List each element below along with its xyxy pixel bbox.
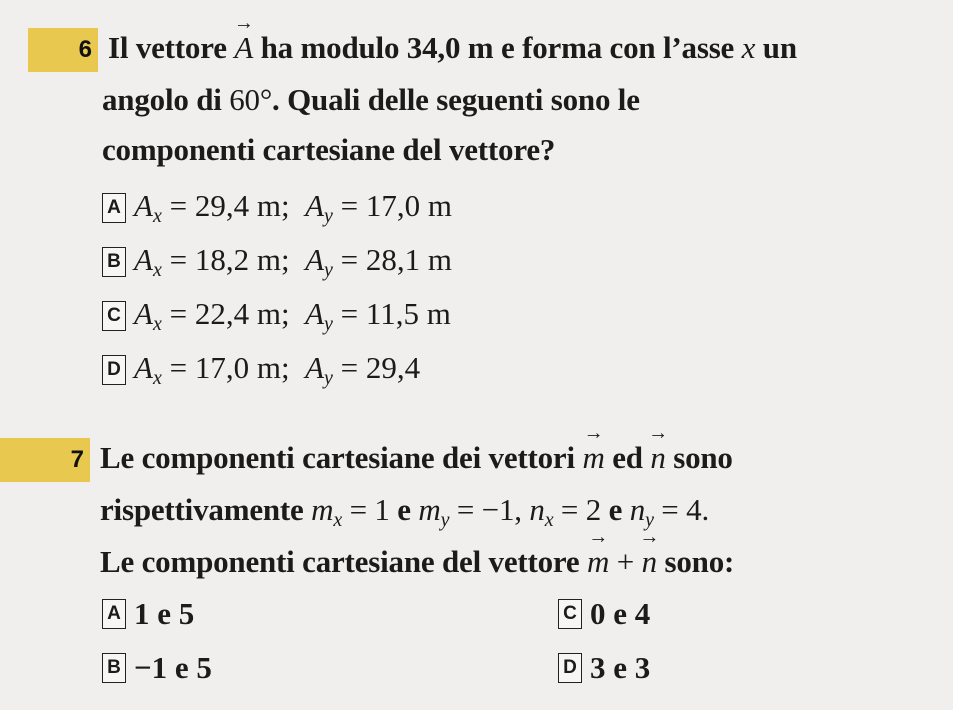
- vector-n-symbol: → n: [648, 422, 668, 475]
- vector-m-symbol: → m: [582, 422, 605, 475]
- vector-arrow-icon: →: [588, 526, 609, 548]
- option-text: $A_x = 17,0$ m; $A_y = 29,4$: [134, 350, 421, 389]
- option-letter-box: D: [102, 355, 126, 385]
- option-text: −1 e 5: [134, 650, 212, 685]
- vector-arrow-icon: →: [583, 422, 604, 444]
- question-6-number-badge: 6: [28, 28, 98, 72]
- option-text: 1 e 5: [134, 596, 195, 631]
- question-7-option-c[interactable]: [558, 596, 650, 632]
- question-6-text-line-1: Il vettore → A ha modulo 34,0 m e forma con l’asse x un: [108, 12, 797, 65]
- question-7-text-line-3: Le componenti cartesiane del vettore → m + → n sono:: [100, 526, 735, 579]
- question-7-option-d[interactable]: [558, 650, 650, 686]
- option-text: $A_x = 22,4$ m; $A_y = 11,5$ m: [134, 296, 451, 335]
- vector-arrow-icon: →: [648, 422, 668, 444]
- option-text: 0 e 4: [590, 596, 651, 631]
- question-7-option-a[interactable]: [102, 596, 194, 632]
- vector-arrow-icon: →: [233, 12, 254, 34]
- vector-a-symbol: → A: [233, 12, 254, 65]
- question-6-text-line-2: angolo di 60°. Quali delle seguenti sono le: [102, 82, 640, 117]
- option-letter-box: C: [558, 599, 582, 629]
- question-6-option-d[interactable]: [102, 350, 420, 390]
- question-6-option-c[interactable]: [102, 296, 451, 336]
- option-letter-box: A: [102, 193, 126, 223]
- option-text: 3 e 3: [590, 650, 651, 685]
- question-6-option-a[interactable]: [102, 188, 452, 228]
- question-7-text-line-2: rispettivamente $m_x = 1$ e $m_y = -1$, $n_x = 2$ e $n_y = 4$.: [100, 492, 709, 531]
- option-letter-box: B: [102, 653, 126, 683]
- vector-n-symbol: → n: [639, 526, 660, 579]
- option-text: $A_x = 18,2$ m; $A_y = 28,1$ m: [134, 242, 452, 281]
- question-6-text-line-3: componenti cartesiane del vettore?: [102, 132, 556, 167]
- option-letter-box: A: [102, 599, 126, 629]
- option-letter-box: B: [102, 247, 126, 277]
- vector-m-symbol: → m: [587, 526, 610, 579]
- question-7-option-b[interactable]: [102, 650, 212, 686]
- question-6-option-b[interactable]: [102, 242, 452, 282]
- option-letter-box: C: [102, 301, 126, 331]
- option-letter-box: D: [558, 653, 582, 683]
- vector-arrow-icon: →: [639, 526, 660, 548]
- option-text: $A_x = 29,4$ m; $A_y = 17,0$ m: [134, 188, 452, 227]
- question-7-text-line-1: Le componenti cartesiane dei vettori → m ed → n sono: [100, 422, 733, 475]
- question-7-number-badge: 7: [0, 438, 90, 482]
